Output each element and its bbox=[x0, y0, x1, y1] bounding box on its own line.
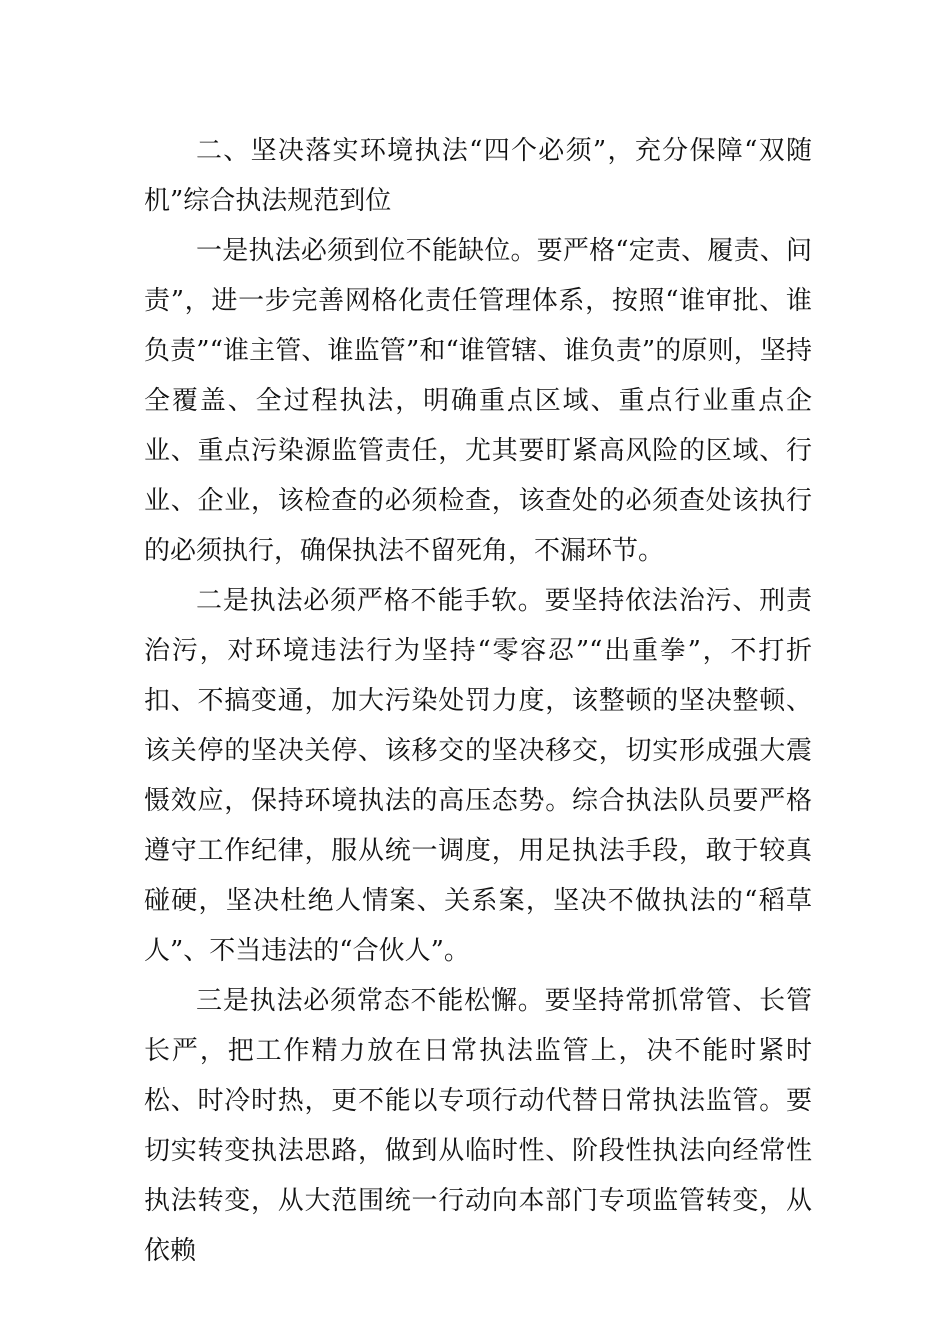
paragraph-2: 二是执法必须严格不能手软。要坚持依法治污、刑责治污，对环境违法行为坚持“零容忍”“出重拳”，不打折扣、不搞变通，加大污染处罚力度，该整顿的坚决整顿、该关停的坚决关停、该移交的坚决移交，切实形成强大震慑效应，保持环境执法的高压态势。综合执法队员要严格遵守工作纪律，服从统一调度，用足执法手段，敢于较真碰硬，坚决杜绝人情案、关系案，坚决不做执法的“稻草人”、不当违法的“合伙人”。 bbox=[144, 586, 812, 966]
document-body bbox=[144, 126, 812, 1276]
paragraph-1: 一是执法必须到位不能缺位。要严格“定责、履责、问责”，进一步完善网格化责任管理体系，按照“谁审批、谁负责”“谁主管、谁监管”和“谁管辖、谁负责”的原则，坚持全覆盖、全过程执法，明确重点区域、重点行业重点企业、重点污染源监管责任，尤其要盯紧高风险的区域、行业、企业，该检查的必须检查，该查处的必须查处该执行的必须执行，确保执法不留死角，不漏环节。 bbox=[144, 236, 812, 566]
paragraph-3: 三是执法必须常态不能松懈。要坚持常抓常管、长管长严，把工作精力放在日常执法监管上，决不能时紧时松、时冷时热，更不能以专项行动代替日常执法监管。要切实转变执法思路，做到从临时性、阶段性执法向经常性执法转变，从大范围统一行动向本部门专项监管转变，从依赖 bbox=[144, 986, 812, 1266]
section-heading: 二、坚决落实环境执法“四个必须”，充分保障“双随机”综合执法规范到位 bbox=[144, 136, 812, 216]
